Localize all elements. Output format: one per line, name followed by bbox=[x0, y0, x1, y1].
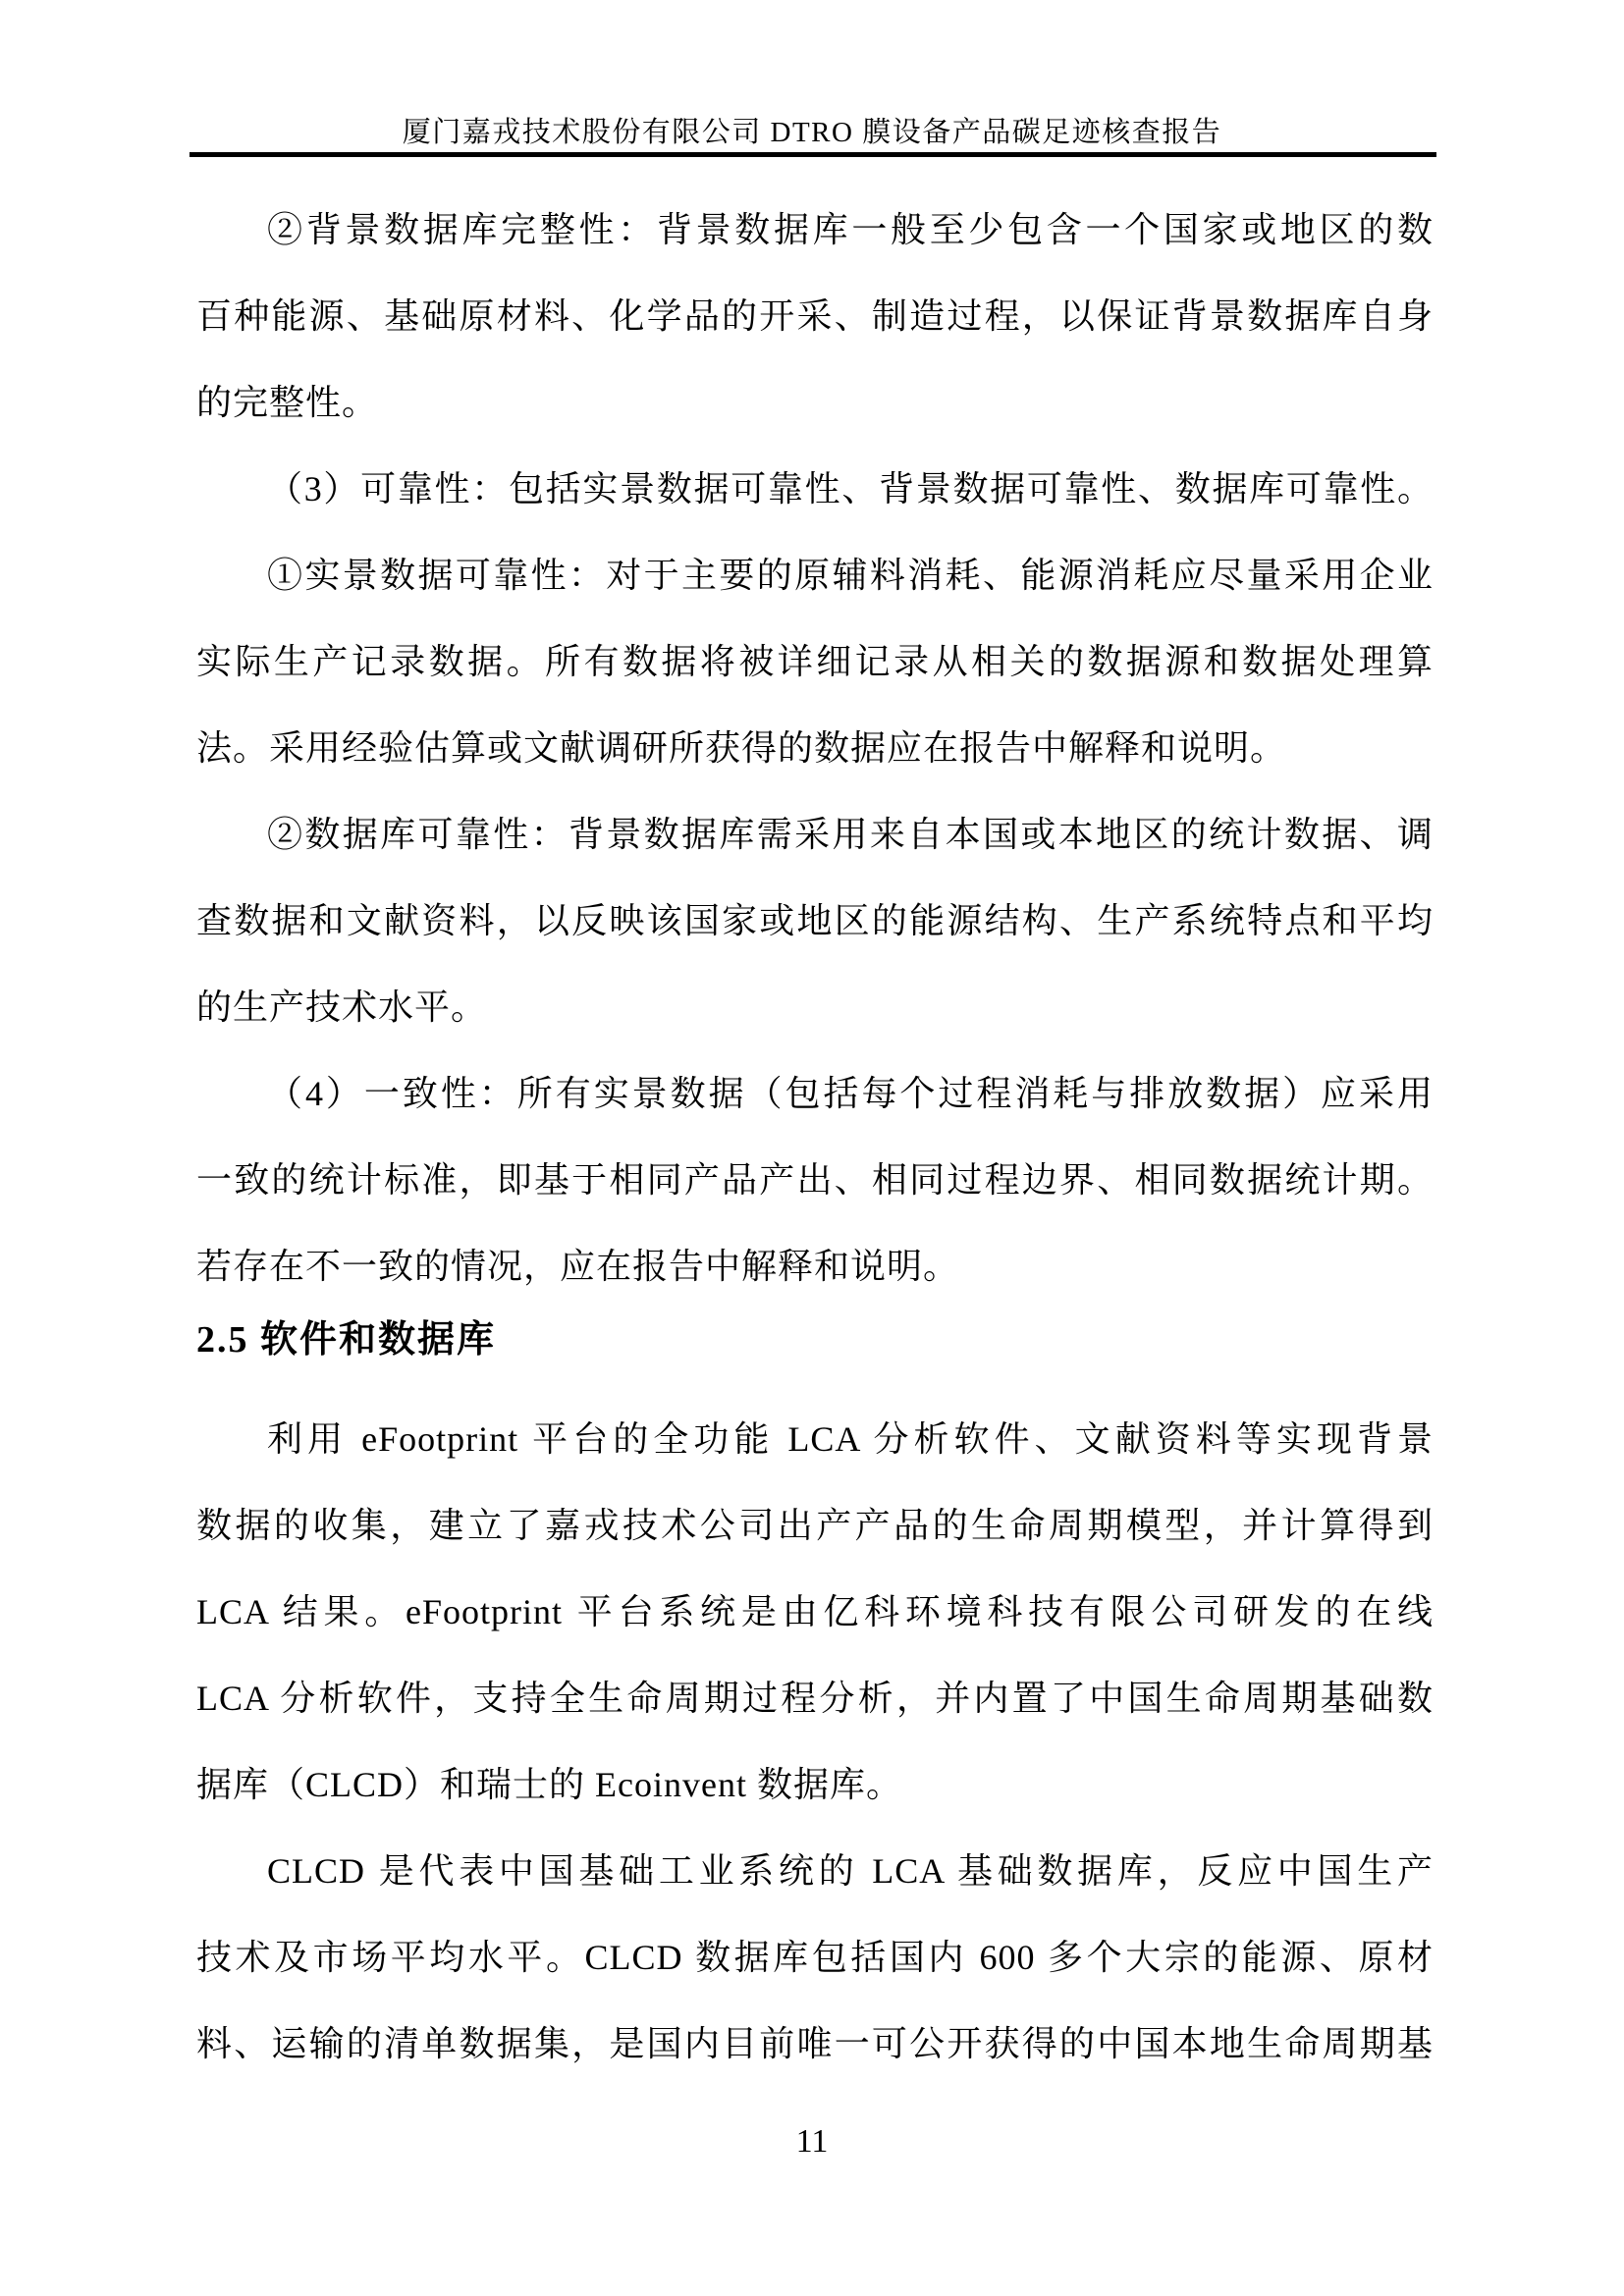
page-number: 11 bbox=[795, 2123, 829, 2160]
paragraph-line: ①实景数据可靠性：对于主要的原辅料消耗、能源消耗应尽量采用企业 bbox=[267, 556, 1434, 595]
paragraph-line: 的完整性。 bbox=[196, 383, 379, 422]
header-title: 厦门嘉戎技术股份有限公司 DTRO 膜设备产品碳足迹核查报告 bbox=[402, 117, 1222, 148]
paragraph-line: 料、运输的清单数据集，是国内目前唯一可公开获得的中国本地生命周期基 bbox=[196, 2024, 1434, 2063]
paragraph-line: （4）一致性：所有实景数据（包括每个过程消耗与排放数据）应采用 bbox=[267, 1074, 1434, 1113]
paragraph-line: 百种能源、基础原材料、化学品的开采、制造过程，以保证背景数据库自身 bbox=[196, 296, 1434, 336]
header-rule bbox=[189, 152, 1436, 157]
paragraph-line: 法。采用经验估算或文献调研所获得的数据应在报告中解释和说明。 bbox=[196, 728, 1287, 768]
paragraph-line: 数据的收集，建立了嘉戎技术公司出产产品的生命周期模型，并计算得到 bbox=[196, 1506, 1434, 1545]
paragraph-line: LCA 分析软件，支持全生命周期过程分析，并内置了中国生命周期基础数 bbox=[196, 1679, 1434, 1718]
paragraph-line: 若存在不一致的情况，应在报告中解释和说明。 bbox=[196, 1247, 960, 1286]
paragraph-line: ②背景数据库完整性：背景数据库一般至少包含一个国家或地区的数 bbox=[267, 210, 1434, 249]
paragraph-line: CLCD 是代表中国基础工业系统的 LCA 基础数据库，反应中国生产 bbox=[267, 1851, 1434, 1891]
paragraph-line: 实际生产记录数据。所有数据将被详细记录从相关的数据源和数据处理算 bbox=[196, 642, 1434, 681]
paragraph-line: 查数据和文献资料，以反映该国家或地区的能源结构、生产系统特点和平均 bbox=[196, 901, 1434, 940]
paragraph-line: 一致的统计标准，即基于相同产品产出、相同过程边界、相同数据统计期。 bbox=[196, 1160, 1434, 1200]
paragraph-line: 利用 eFootprint 平台的全功能 LCA 分析软件、文献资料等实现背景 bbox=[267, 1419, 1434, 1459]
paragraph-line: （3）可靠性：包括实景数据可靠性、背景数据可靠性、数据库可靠性。 bbox=[267, 469, 1434, 508]
section-heading-2-5: 2.5 软件和数据库 bbox=[196, 1319, 497, 1361]
paragraph-line: LCA 结果。eFootprint 平台系统是由亿科环境科技有限公司研发的在线 bbox=[196, 1592, 1434, 1631]
paragraph-line: 据库（CLCD）和瑞士的 Ecoinvent 数据库。 bbox=[196, 1765, 902, 1804]
paragraph-line: 的生产技术水平。 bbox=[196, 988, 488, 1027]
document-body bbox=[196, 187, 1434, 2087]
paragraph-line: 技术及市场平均水平。CLCD 数据库包括国内 600 多个大宗的能源、原材 bbox=[196, 1938, 1434, 1977]
paragraph-line: ②数据库可靠性：背景数据库需采用来自本国或本地区的统计数据、调 bbox=[267, 815, 1434, 854]
